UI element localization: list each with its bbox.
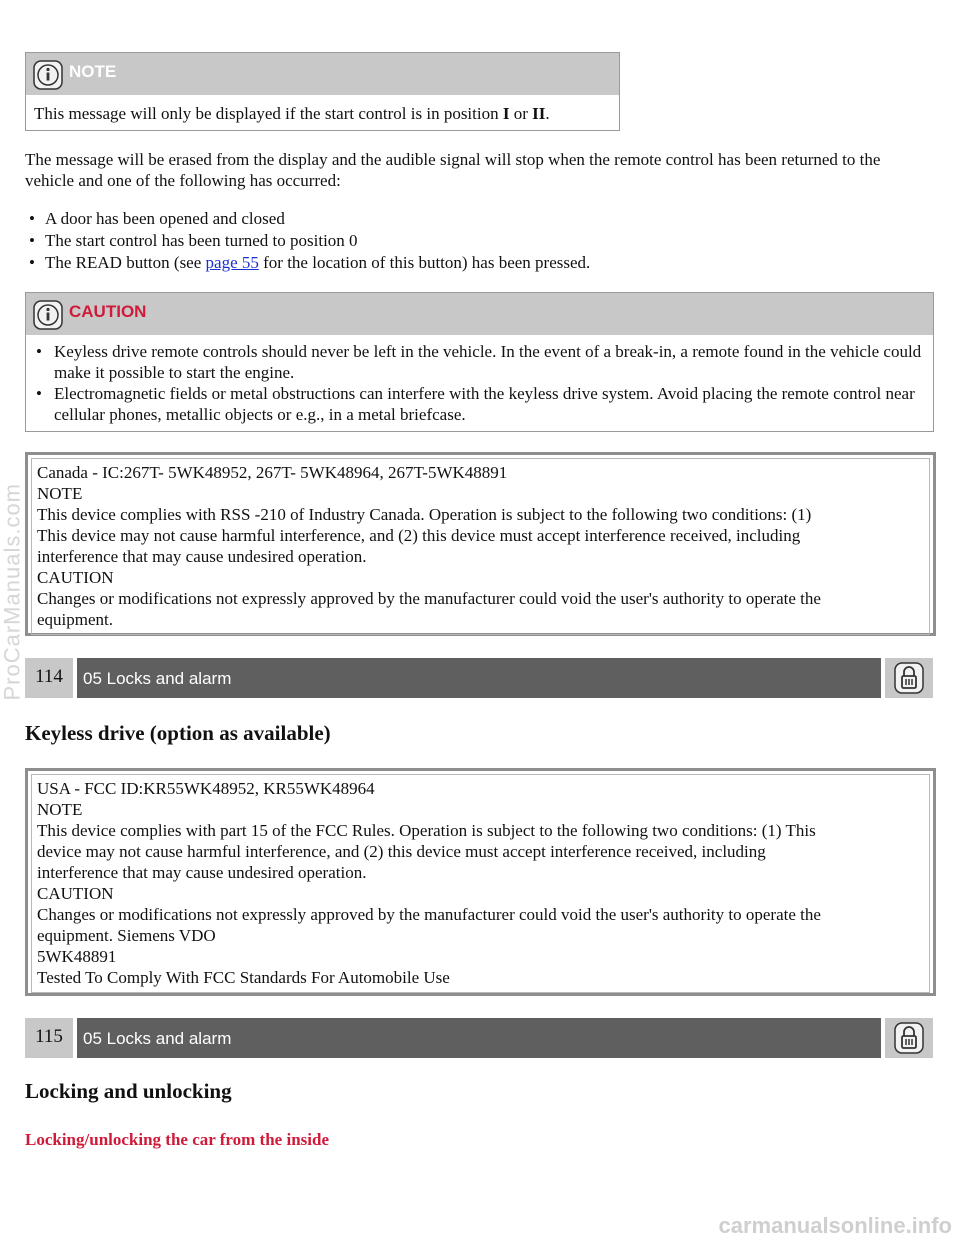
note-header	[26, 53, 619, 95]
lock-icon	[894, 662, 924, 694]
bottom-watermark: carmanualsonline.info	[718, 1213, 952, 1238]
heading-keyless-drive: Keyless drive (option as available)	[25, 721, 331, 745]
heading-locking: Locking and unlocking	[25, 1079, 232, 1103]
page-number: 115	[25, 1018, 73, 1058]
section-title: 05 Locks and alarm	[83, 669, 232, 688]
reg-line: This device complies with part 15 of the FCC Rules. Operation is subject to the following two conditions: (1) This	[37, 821, 816, 840]
page-number: 114	[25, 658, 73, 698]
reg-line: Tested To Comply With FCC Standards For Automobile Use	[37, 968, 450, 987]
reg-line: NOTE	[37, 484, 83, 503]
reg-line: NOTE	[37, 800, 83, 819]
subheading-locking-inside: Locking/unlocking the car from the inside	[25, 1130, 329, 1149]
lock-icon	[894, 1022, 924, 1054]
list-item: • The start control has been turned to position 0	[25, 230, 925, 252]
reg-line: This device complies with RSS -210 of Industry Canada. Operation is subject to the following two conditions: (1)	[37, 505, 812, 524]
list-item: • A door has been opened and closed	[25, 208, 925, 230]
note-title: NOTE	[69, 62, 117, 81]
canada-regulatory-box	[25, 452, 936, 636]
caution-body	[26, 335, 933, 425]
list-item: • Electromagnetic fields or metal obstructions can interfere with the keyless drive system. Avoid placing the remote control near cellular phones, metallic objects or e.g., in a metal briefcase.	[34, 383, 925, 425]
note-box	[25, 52, 620, 131]
reg-line: CAUTION	[37, 884, 114, 903]
intro-paragraph: The message will be erased from the display and the audible signal will stop when the remote control has been returned to the vehicle and one of the following has occurred:	[25, 150, 881, 190]
reg-line: equipment. Siemens VDO	[37, 926, 216, 945]
reg-line: Canada - IC:267T- 5WK48952, 267T- 5WK48964, 267T-5WK48891	[37, 463, 508, 482]
reg-line: interference that may cause undesired operation.	[37, 863, 367, 882]
reg-line: Changes or modifications not expressly approved by the manufacturer could void the user's authority to operate the	[37, 589, 821, 608]
caution-box	[25, 292, 934, 432]
list-item: • Keyless drive remote controls should never be left in the vehicle. In the event of a break-in, a remote found in the vehicle could make it possible to start the engine.	[34, 341, 925, 383]
caution-title: CAUTION	[69, 302, 147, 321]
reg-line: equipment.	[37, 610, 114, 629]
section-title: 05 Locks and alarm	[83, 1029, 232, 1048]
info-icon	[33, 300, 63, 330]
section-bar-114	[25, 658, 933, 698]
list-item: • The READ button (see page 55 for the location of this button) has been pressed.	[25, 252, 925, 274]
reg-line: Changes or modifications not expressly approved by the manufacturer could void the user's authority to operate the	[37, 905, 821, 924]
reg-line: This device may not cause harmful interference, and (2) this device must accept interference received, including	[37, 526, 801, 545]
caution-header	[26, 293, 933, 335]
reg-line: CAUTION	[37, 568, 114, 587]
reg-line: interference that may cause undesired operation.	[37, 547, 367, 566]
section-bar-115	[25, 1018, 933, 1058]
info-icon	[33, 60, 63, 90]
reg-line: 5WK48891	[37, 947, 117, 966]
page-55-link[interactable]: page 55	[205, 253, 259, 272]
reg-line: USA - FCC ID:KR55WK48952, KR55WK48964	[37, 779, 375, 798]
reg-line: device may not cause harmful interference, and (2) this device must accept interference received, including	[37, 842, 766, 861]
side-watermark: ProCarManuals.com	[0, 482, 25, 701]
usa-regulatory-box	[25, 768, 936, 996]
condition-list	[25, 208, 925, 274]
note-text: This message will only be displayed if the start control is in position I or II.	[34, 104, 550, 123]
